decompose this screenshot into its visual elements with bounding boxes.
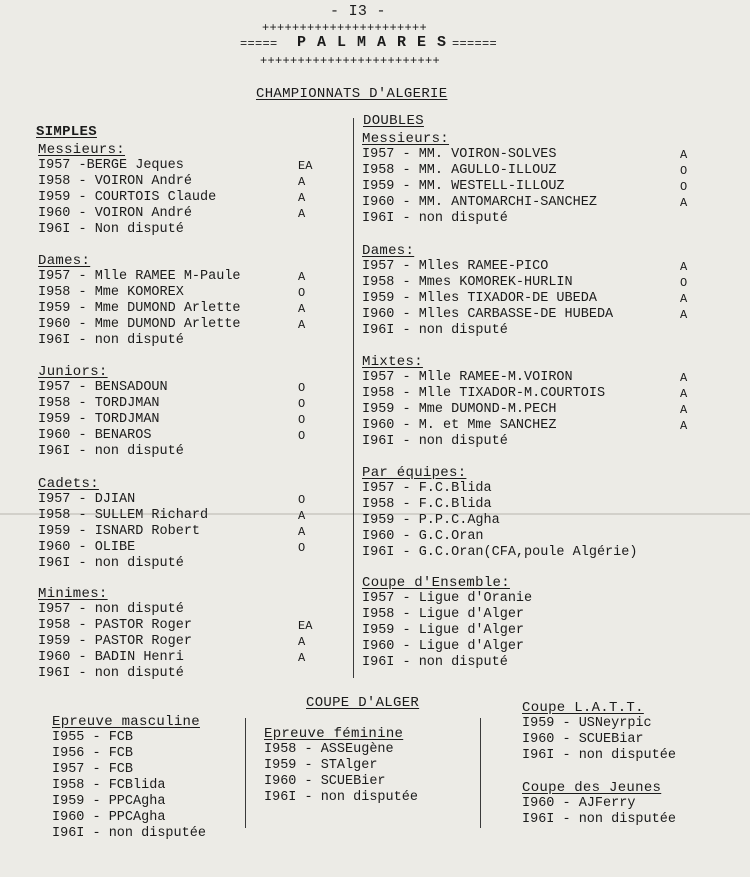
list-item: I960 - OLIBE [38, 540, 136, 555]
result-mark: A [298, 207, 306, 221]
group-label: Juniors: [38, 364, 108, 380]
list-item: I960 - SCUEBiar [522, 732, 644, 747]
column-divider [353, 118, 354, 678]
result-mark: O [298, 429, 306, 443]
list-item: I958 - VOIRON André [38, 174, 192, 189]
list-item: I96I - Non disputé [38, 222, 184, 237]
group-label: Dames: [38, 253, 91, 269]
list-item: I960 - SCUEBier [264, 774, 386, 789]
list-item: I957 - Mlle RAMEE M-Paule [38, 269, 241, 284]
result-mark: EA [298, 619, 313, 633]
result-mark: EA [298, 159, 313, 173]
result-mark: A [298, 318, 306, 332]
result-mark: A [680, 387, 688, 401]
result-mark: A [298, 175, 306, 189]
result-mark: O [298, 493, 306, 507]
ornament-top: ++++++++++++++++++++++ [262, 21, 428, 35]
list-item: I960 - M. et Mme SANCHEZ [362, 418, 557, 433]
list-item: I957 - MM. VOIRON-SOLVES [362, 147, 557, 162]
coupe-block-label: Coupe L.A.T.T. [522, 700, 644, 716]
list-item: I959 - MM. WESTELL-ILLOUZ [362, 179, 565, 194]
list-item: I96I - non disputée [522, 812, 676, 827]
list-item: I96I - non disputé [362, 655, 508, 670]
page-number: - I3 - [330, 3, 386, 20]
list-item: I958 - TORDJMAN [38, 396, 160, 411]
title-rule-right: ====== [452, 37, 498, 51]
result-mark: A [298, 651, 306, 665]
result-mark: O [680, 180, 688, 194]
coupe-block-label: Epreuve masculine [52, 714, 200, 730]
result-mark: O [298, 381, 306, 395]
result-mark: A [298, 302, 306, 316]
list-item: I958 - Mlle TIXADOR-M.COURTOIS [362, 386, 606, 401]
coupe-divider-left [245, 718, 246, 828]
result-mark: A [298, 509, 306, 523]
result-mark: A [680, 308, 688, 322]
list-item: I96I - G.C.Oran(CFA,poule Algérie) [362, 545, 638, 560]
list-item: I96I - non disputé [362, 434, 508, 449]
result-mark: A [680, 148, 688, 162]
list-item: I96I - non disputé [362, 323, 508, 338]
list-item: I959 - P.P.C.Agha [362, 513, 500, 528]
list-item: I96I - non disputé [38, 333, 184, 348]
page-title: P A L M A R E S [297, 34, 448, 51]
list-item: I957 - F.C.Blida [362, 481, 492, 496]
ornament-bottom: ++++++++++++++++++++++++ [260, 54, 441, 68]
result-mark: O [680, 164, 688, 178]
result-mark: A [298, 525, 306, 539]
list-item: I958 - Mmes KOMOREK-HURLIN [362, 275, 573, 290]
list-item: I96I - non disputé [38, 666, 184, 681]
list-item: I960 - MM. ANTOMARCHI-SANCHEZ [362, 195, 597, 210]
list-item: I960 - VOIRON André [38, 206, 192, 221]
list-item: I959 - Mme DUMOND Arlette [38, 301, 241, 316]
list-item: I958 - ASSEugène [264, 742, 394, 757]
list-item: I957 - BENSADOUN [38, 380, 168, 395]
result-mark: A [680, 403, 688, 417]
coupe-alger-title: COUPE D'ALGER [306, 695, 420, 711]
list-item: I960 - Mlles CARBASSE-DE HUBEDA [362, 307, 614, 322]
list-item: I958 - Ligue d'Alger [362, 607, 525, 622]
list-item: I959 - COURTOIS Claude [38, 190, 217, 205]
doubles-label: DOUBLES [363, 113, 424, 129]
list-item: I958 - PASTOR Roger [38, 618, 192, 633]
result-mark: O [298, 413, 306, 427]
list-item: I959 - USNeyrpic [522, 716, 652, 731]
list-item: I960 - Mme DUMOND Arlette [38, 317, 241, 332]
list-item: I96I - non disputé [38, 556, 184, 571]
list-item: I957 - Ligue d'Oranie [362, 591, 533, 606]
list-item: I959 - Mme DUMOND-M.PECH [362, 402, 557, 417]
coupe-divider-right [480, 718, 481, 828]
list-item: I957 - non disputé [38, 602, 184, 617]
result-mark: A [680, 260, 688, 274]
list-item: I958 - FCBlida [52, 778, 166, 793]
championnats-title: CHAMPIONNATS D'ALGERIE [256, 86, 448, 102]
list-item: I959 - TORDJMAN [38, 412, 160, 427]
list-item: I959 - Mlles TIXADOR-DE UBEDA [362, 291, 597, 306]
list-item: I960 - Ligue d'Alger [362, 639, 525, 654]
coupe-block-label: Coupe des Jeunes [522, 780, 662, 796]
group-label: Cadets: [38, 476, 99, 492]
result-mark: A [298, 191, 306, 205]
result-mark: A [680, 196, 688, 210]
list-item: I958 - Mme KOMOREX [38, 285, 184, 300]
list-item: I960 - BENAROS [38, 428, 152, 443]
group-label: Minimes: [38, 586, 108, 602]
list-item: I96I - non disputé [38, 444, 184, 459]
list-item: I96I - non disputée [522, 748, 676, 763]
result-mark: O [680, 276, 688, 290]
group-label: Messieurs: [38, 142, 126, 158]
list-item: I960 - BADIN Henri [38, 650, 184, 665]
list-item: I96I - non disputée [264, 790, 418, 805]
list-item: I957 - Mlle RAMEE-M.VOIRON [362, 370, 573, 385]
group-label: Par équipes: [362, 465, 467, 481]
list-item: I957 -BERGE Jeques [38, 158, 184, 173]
list-item: I959 - STAlger [264, 758, 378, 773]
group-label: Coupe d'Ensemble: [362, 575, 510, 591]
group-label: Mixtes: [362, 354, 423, 370]
group-label: Dames: [362, 243, 415, 259]
list-item: I959 - PASTOR Roger [38, 634, 192, 649]
list-item: I959 - PPCAgha [52, 794, 166, 809]
result-mark: A [680, 419, 688, 433]
result-mark: A [680, 371, 688, 385]
list-item: I960 - G.C.Oran [362, 529, 484, 544]
list-item: I96I - non disputé [362, 211, 508, 226]
list-item: I958 - F.C.Blida [362, 497, 492, 512]
list-item: I957 - FCB [52, 762, 134, 777]
list-item: I959 - ISNARD Robert [38, 524, 201, 539]
simples-label: SIMPLES [36, 124, 97, 140]
list-item: I958 - SULLEM Richard [38, 508, 209, 523]
list-item: I957 - DJIAN [38, 492, 136, 507]
list-item: I958 - MM. AGULLO-ILLOUZ [362, 163, 557, 178]
result-mark: O [298, 286, 306, 300]
list-item: I960 - PPCAgha [52, 810, 166, 825]
coupe-block-label: Epreuve féminine [264, 726, 404, 742]
result-mark: A [680, 292, 688, 306]
list-item: I956 - FCB [52, 746, 134, 761]
list-item: I960 - AJFerry [522, 796, 636, 811]
title-rule-left: ===== [240, 37, 278, 51]
result-mark: O [298, 397, 306, 411]
list-item: I959 - Ligue d'Alger [362, 623, 525, 638]
list-item: I957 - Mlles RAMEE-PICO [362, 259, 549, 274]
result-mark: A [298, 270, 306, 284]
list-item: I96I - non disputée [52, 826, 206, 841]
result-mark: A [298, 635, 306, 649]
list-item: I955 - FCB [52, 730, 134, 745]
group-label: Messieurs: [362, 131, 450, 147]
result-mark: O [298, 541, 306, 555]
